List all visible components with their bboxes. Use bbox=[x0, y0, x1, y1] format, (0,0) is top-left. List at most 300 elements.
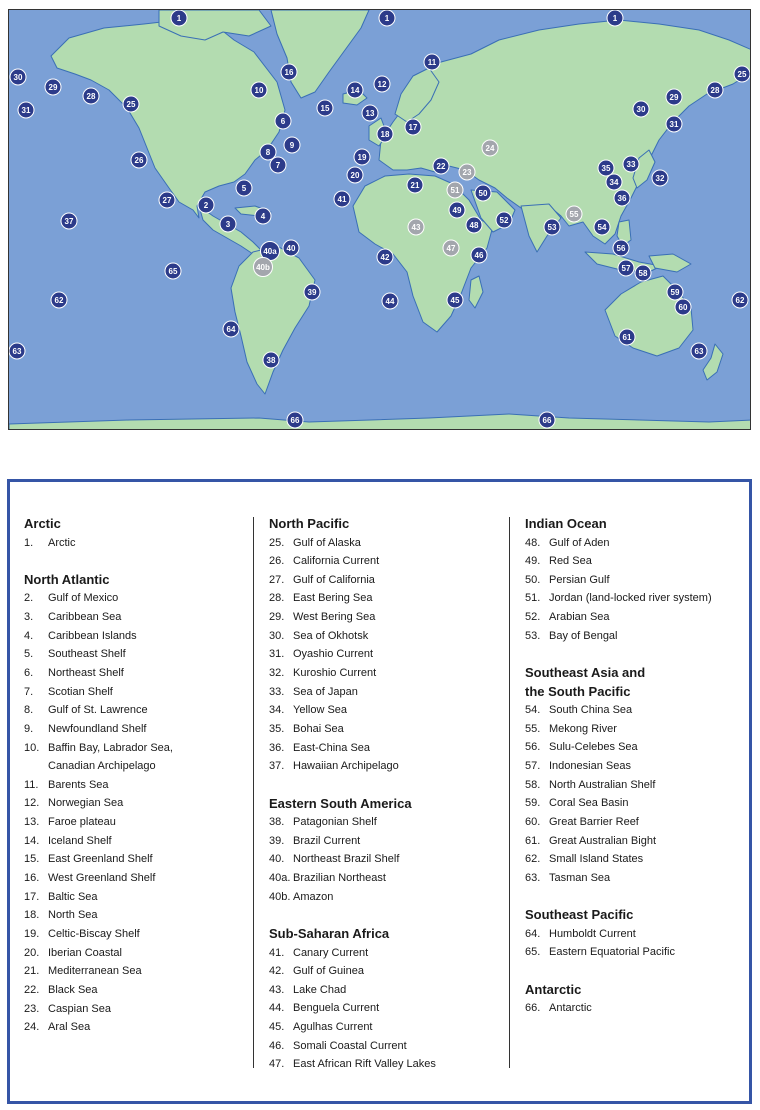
legend-item-number: 42. bbox=[269, 965, 285, 978]
legend-item bbox=[24, 589, 249, 608]
map-marker-label: 12 bbox=[377, 80, 387, 89]
map-marker-label: 26 bbox=[134, 156, 144, 165]
legend-item-number: 31. bbox=[269, 648, 285, 661]
map-marker-label: 43 bbox=[411, 223, 421, 232]
legend-item bbox=[525, 776, 745, 795]
legend-list bbox=[24, 589, 249, 1037]
legend-item bbox=[525, 813, 745, 832]
map-marker[interactable] bbox=[618, 260, 634, 276]
map-marker[interactable] bbox=[433, 158, 449, 174]
map-marker-label: 34 bbox=[609, 178, 619, 187]
legend-item-label: Yellow Sea bbox=[293, 704, 348, 717]
map-marker[interactable] bbox=[666, 116, 682, 132]
map-marker-label: 13 bbox=[365, 109, 375, 118]
legend-item bbox=[269, 627, 507, 646]
map-marker[interactable] bbox=[251, 82, 267, 98]
map-marker[interactable] bbox=[482, 140, 498, 156]
map-marker[interactable] bbox=[374, 76, 390, 92]
legend-item bbox=[269, 1018, 507, 1037]
map-marker[interactable] bbox=[635, 265, 651, 281]
legend-item-label: Mediterranean Sea bbox=[48, 965, 142, 978]
legend-item bbox=[24, 739, 249, 758]
legend-item-number: 47. bbox=[269, 1058, 285, 1071]
legend-item-label: Newfoundland Shelf bbox=[48, 722, 147, 735]
legend-item bbox=[24, 757, 249, 776]
legend-item-label: Norwegian Sea bbox=[48, 797, 124, 810]
legend-item-number: 11. bbox=[24, 778, 39, 791]
legend-item-number: 20. bbox=[24, 946, 40, 959]
legend-item bbox=[24, 701, 249, 720]
legend-item bbox=[525, 701, 745, 720]
map-marker-label: 35 bbox=[601, 164, 611, 173]
legend-item bbox=[24, 981, 249, 1000]
map-marker[interactable] bbox=[607, 10, 623, 26]
legend-item-number: 41. bbox=[269, 946, 285, 959]
map-marker-label: 1 bbox=[176, 14, 182, 23]
legend-item-label: Amazon bbox=[293, 890, 334, 903]
map-marker-label: 5 bbox=[241, 184, 247, 193]
map-marker[interactable] bbox=[666, 89, 682, 105]
legend-item-label: Canary Current bbox=[293, 946, 369, 959]
legend-item-number: 14. bbox=[24, 834, 40, 847]
legend-item bbox=[24, 925, 249, 944]
column-divider bbox=[509, 517, 510, 1068]
map-marker-label: 28 bbox=[710, 86, 720, 95]
legend-item-number: 64. bbox=[525, 927, 541, 940]
map-marker[interactable] bbox=[613, 240, 629, 256]
map-marker[interactable] bbox=[159, 192, 175, 208]
map-marker[interactable] bbox=[61, 213, 77, 229]
legend-item-number: 13. bbox=[24, 816, 40, 829]
map-marker[interactable] bbox=[539, 412, 555, 428]
map-marker-label: 40a bbox=[263, 247, 277, 256]
map-marker-label: 62 bbox=[54, 296, 64, 305]
map-marker[interactable] bbox=[594, 219, 610, 235]
legend-heading-southeast-asia-line2: the South Pacific bbox=[525, 683, 631, 699]
legend-item-label: Kuroshio Current bbox=[293, 667, 377, 680]
legend-item bbox=[269, 944, 507, 963]
legend-item-label: East Bering Sea bbox=[293, 592, 373, 605]
legend-item-label: Gulf of Aden bbox=[549, 536, 610, 549]
legend-item bbox=[24, 888, 249, 907]
map-marker[interactable] bbox=[566, 206, 582, 222]
legend-item bbox=[525, 534, 745, 553]
legend-item-number: 43. bbox=[269, 983, 285, 996]
legend-item-number: 40a. bbox=[269, 872, 291, 885]
map-marker-label: 1 bbox=[384, 14, 390, 23]
map-marker[interactable] bbox=[475, 185, 491, 201]
map-marker[interactable] bbox=[447, 182, 463, 198]
map-marker[interactable] bbox=[270, 157, 286, 173]
map-marker[interactable] bbox=[459, 164, 475, 180]
legend-item-number: 37. bbox=[269, 760, 285, 773]
map-marker[interactable] bbox=[347, 82, 363, 98]
map-marker[interactable] bbox=[377, 126, 393, 142]
legend-item-number: 40b. bbox=[269, 890, 291, 903]
map-marker-label: 33 bbox=[626, 160, 636, 169]
legend-item-label: Benguela Current bbox=[293, 1002, 380, 1015]
legend-item-label: Eastern Equatorial Pacific bbox=[549, 946, 675, 959]
legend-item-label: Sulu-Celebes Sea bbox=[549, 741, 638, 754]
legend-item bbox=[269, 757, 507, 776]
map-marker[interactable] bbox=[254, 258, 273, 277]
legend-item-number: 29. bbox=[269, 611, 285, 624]
legend-item-label: North Sea bbox=[48, 909, 98, 922]
map-marker[interactable] bbox=[123, 96, 139, 112]
map-marker[interactable] bbox=[165, 263, 181, 279]
legend-item-label: East African Rift Valley Lakes bbox=[293, 1058, 436, 1071]
legend-item-number: 38. bbox=[269, 816, 285, 829]
map-marker[interactable] bbox=[275, 113, 291, 129]
map-marker-label: 3 bbox=[225, 220, 231, 229]
legend-list bbox=[525, 701, 745, 888]
map-marker[interactable] bbox=[623, 156, 639, 172]
legend-item-label: Agulhas Current bbox=[293, 1021, 373, 1034]
legend-item-number: 18. bbox=[24, 909, 40, 922]
legend-item bbox=[269, 869, 507, 888]
legend-item-label: Canadian Archipelago bbox=[48, 760, 156, 773]
map-marker-label: 58 bbox=[638, 269, 648, 278]
map-marker[interactable] bbox=[304, 284, 320, 300]
legend-item-number: 59. bbox=[525, 797, 541, 810]
map-marker[interactable] bbox=[334, 191, 350, 207]
map-marker-label: 46 bbox=[474, 251, 484, 260]
map-marker[interactable] bbox=[424, 54, 440, 70]
legend-item-label: Bohai Sea bbox=[293, 723, 344, 736]
map-marker[interactable] bbox=[281, 64, 297, 80]
legend-item-number: 26. bbox=[269, 555, 285, 568]
map-marker[interactable] bbox=[377, 249, 393, 265]
legend-list bbox=[525, 999, 745, 1018]
map-marker-label: 54 bbox=[597, 223, 607, 232]
legend-item-label: Faroe plateau bbox=[48, 816, 116, 829]
legend-item-number: 28. bbox=[269, 592, 285, 605]
legend-item-label: Gulf of Mexico bbox=[48, 592, 119, 605]
map-marker[interactable] bbox=[606, 174, 622, 190]
legend-item-number: 33. bbox=[269, 685, 285, 698]
map-marker-label: 49 bbox=[452, 206, 462, 215]
legend-item-label: Gulf of Alaska bbox=[293, 536, 361, 549]
map-marker[interactable] bbox=[263, 352, 279, 368]
legend-item-label: Brazil Current bbox=[293, 834, 361, 847]
map-marker[interactable] bbox=[667, 284, 683, 300]
map-marker-label: 60 bbox=[678, 303, 688, 312]
legend-item-number: 57. bbox=[525, 760, 541, 772]
legend-item-number: 7. bbox=[24, 685, 34, 698]
legend-item-number: 56. bbox=[525, 741, 541, 754]
legend-heading-antarctic: Antarctic bbox=[525, 981, 582, 997]
legend-item-label: Caribbean Sea bbox=[48, 610, 122, 623]
map-marker[interactable] bbox=[18, 102, 34, 118]
legend-item bbox=[24, 832, 249, 851]
map-marker[interactable] bbox=[10, 69, 26, 85]
legend-item-number: 65. bbox=[525, 946, 541, 959]
legend-item-number: 39. bbox=[269, 834, 285, 847]
map-marker-label: 44 bbox=[385, 297, 395, 306]
legend-item-label: Sea of Japan bbox=[293, 685, 358, 698]
map-marker[interactable] bbox=[255, 208, 271, 224]
map-marker[interactable] bbox=[732, 292, 748, 308]
world-map-svg bbox=[9, 10, 751, 430]
legend-item-label: North Australian Shelf bbox=[549, 778, 656, 791]
map-marker[interactable] bbox=[51, 292, 67, 308]
map-marker-label: 66 bbox=[290, 416, 300, 425]
legend-item bbox=[269, 720, 507, 739]
legend-item-number: 25. bbox=[269, 536, 285, 549]
legend-item bbox=[24, 962, 249, 981]
legend-item-number: 27. bbox=[269, 573, 285, 586]
map-marker[interactable] bbox=[283, 240, 299, 256]
map-marker[interactable] bbox=[471, 247, 487, 263]
map-marker-label: 47 bbox=[446, 244, 456, 253]
legend-item-label: Scotian Shelf bbox=[48, 685, 113, 698]
legend-item bbox=[525, 627, 745, 646]
legend-item bbox=[269, 981, 507, 1000]
map-marker[interactable] bbox=[198, 197, 214, 213]
map-marker-label: 42 bbox=[380, 253, 390, 262]
map-marker[interactable] bbox=[236, 180, 252, 196]
legend-item bbox=[269, 832, 507, 851]
map-marker[interactable] bbox=[691, 343, 707, 359]
map-marker-label: 7 bbox=[275, 161, 281, 170]
map-marker-label: 40 bbox=[286, 244, 296, 253]
legend-item-label: Southeast Shelf bbox=[48, 648, 126, 661]
legend-item bbox=[24, 534, 249, 553]
map-marker[interactable] bbox=[443, 240, 459, 256]
legend-item-number: 51. bbox=[525, 592, 541, 605]
legend-list bbox=[269, 813, 507, 906]
map-marker[interactable] bbox=[633, 101, 649, 117]
legend-item-label: Iceland Shelf bbox=[48, 834, 112, 847]
map-marker[interactable] bbox=[466, 217, 482, 233]
legend-item bbox=[269, 962, 507, 981]
legend-list bbox=[525, 534, 745, 646]
map-marker[interactable] bbox=[496, 212, 512, 228]
legend-item bbox=[525, 943, 745, 962]
legend-item bbox=[269, 850, 507, 869]
legend-item bbox=[269, 645, 507, 664]
map-marker-label: 27 bbox=[162, 196, 172, 205]
legend-item bbox=[24, 627, 249, 646]
map-marker-label: 25 bbox=[126, 100, 136, 109]
map-marker-label: 22 bbox=[436, 162, 446, 171]
legend-item bbox=[525, 869, 745, 888]
legend-item-label: Great Australian Bight bbox=[549, 834, 657, 847]
map-marker[interactable] bbox=[83, 88, 99, 104]
legend-item-label: Barents Sea bbox=[48, 778, 109, 791]
map-marker-label: 4 bbox=[260, 212, 266, 221]
legend-item-label: Celtic-Biscay Shelf bbox=[48, 928, 140, 941]
legend-column-1 bbox=[24, 515, 249, 1037]
map-marker[interactable] bbox=[707, 82, 723, 98]
legend-item bbox=[269, 571, 507, 590]
map-marker-label: 9 bbox=[289, 141, 295, 150]
map-marker-label: 25 bbox=[737, 70, 747, 79]
map-marker[interactable] bbox=[407, 177, 423, 193]
legend-item bbox=[269, 888, 507, 907]
legend-item-number: 19. bbox=[24, 928, 40, 941]
legend-item-label: Arabian Sea bbox=[549, 611, 610, 624]
map-marker[interactable] bbox=[544, 219, 560, 235]
legend-item-label: Small Island States bbox=[549, 853, 644, 866]
map-marker-label: 19 bbox=[357, 153, 367, 162]
map-marker-label: 63 bbox=[12, 347, 22, 356]
map-marker[interactable] bbox=[354, 149, 370, 165]
legend-item bbox=[24, 1000, 249, 1019]
legend-item-label: Lake Chad bbox=[293, 983, 347, 996]
legend-item-number: 60. bbox=[525, 815, 541, 828]
legend-item bbox=[24, 720, 249, 739]
legend-item bbox=[525, 720, 745, 739]
legend-item bbox=[269, 534, 507, 553]
map-marker[interactable] bbox=[317, 100, 333, 116]
map-marker-label: 63 bbox=[694, 347, 704, 356]
legend-item bbox=[525, 925, 745, 944]
map-marker-label: 10 bbox=[254, 86, 264, 95]
map-marker-label: 38 bbox=[266, 356, 276, 365]
map-marker[interactable] bbox=[45, 79, 61, 95]
legend-item-number: 35. bbox=[269, 723, 285, 736]
map-marker-label: 8 bbox=[265, 148, 271, 157]
map-marker[interactable] bbox=[260, 144, 276, 160]
legend-item bbox=[269, 589, 507, 608]
map-marker[interactable] bbox=[220, 216, 236, 232]
legend-item-number: 61. bbox=[525, 834, 541, 847]
map-marker-label: 53 bbox=[547, 223, 557, 232]
legend-item-number: 6. bbox=[24, 666, 34, 679]
map-marker-label: 52 bbox=[499, 216, 509, 225]
legend-item-label: Patagonian Shelf bbox=[293, 816, 377, 829]
map-marker[interactable] bbox=[9, 343, 25, 359]
legend-item bbox=[24, 869, 249, 888]
legend-item-number: 58. bbox=[525, 778, 541, 791]
map-marker[interactable] bbox=[405, 119, 421, 135]
legend-item-number: 12. bbox=[24, 797, 40, 810]
legend-item bbox=[269, 739, 507, 758]
map-marker[interactable] bbox=[223, 321, 239, 337]
legend-item bbox=[269, 701, 507, 720]
legend-heading-indian-ocean: Indian Ocean bbox=[525, 516, 607, 531]
legend-item-label: Red Sea bbox=[549, 555, 592, 568]
column-divider bbox=[253, 517, 254, 1068]
legend-heading-southeast-pacific: Southeast Pacific bbox=[525, 907, 634, 923]
legend-list bbox=[269, 534, 507, 777]
legend bbox=[7, 479, 752, 1104]
map-marker-label: 21 bbox=[410, 181, 420, 190]
map-marker[interactable] bbox=[382, 293, 398, 309]
legend-item bbox=[24, 664, 249, 683]
legend-item-label: Baffin Bay, Labrador Sea, bbox=[48, 741, 173, 754]
map-marker-label: 2 bbox=[203, 201, 209, 210]
map-marker[interactable] bbox=[614, 190, 630, 206]
legend-item bbox=[525, 999, 745, 1018]
legend-item-label: Bay of Bengal bbox=[549, 629, 618, 642]
legend-item bbox=[525, 738, 745, 757]
legend-item-label: East Greenland Shelf bbox=[48, 853, 153, 866]
map-marker-label: 62 bbox=[735, 296, 745, 305]
legend-item-number: 24. bbox=[24, 1021, 40, 1034]
map-marker[interactable] bbox=[449, 202, 465, 218]
legend-item-label: Jordan (land-locked river system) bbox=[549, 592, 712, 605]
legend-item-number: 15. bbox=[24, 853, 40, 866]
legend-item-label: Oyashio Current bbox=[293, 648, 374, 661]
map-marker[interactable] bbox=[652, 170, 668, 186]
legend-column-2 bbox=[269, 515, 507, 1074]
map-marker-label: 59 bbox=[670, 288, 680, 297]
legend-heading-arctic: Arctic bbox=[24, 516, 61, 531]
legend-item bbox=[525, 552, 745, 571]
map-marker-label: 37 bbox=[64, 217, 74, 226]
legend-item-number: 23. bbox=[24, 1002, 40, 1015]
world-map bbox=[8, 9, 751, 430]
legend-item bbox=[24, 794, 249, 813]
legend-item-label: West Greenland Shelf bbox=[48, 872, 156, 885]
legend-item bbox=[24, 645, 249, 664]
map-marker[interactable] bbox=[362, 105, 378, 121]
map-marker[interactable] bbox=[287, 412, 303, 428]
legend-item-label: Sea of Okhotsk bbox=[293, 629, 369, 642]
legend-item-label: Tasman Sea bbox=[549, 871, 611, 884]
map-marker[interactable] bbox=[379, 10, 395, 26]
map-marker-label: 50 bbox=[478, 189, 488, 198]
legend-item-label: Iberian Coastal bbox=[48, 946, 122, 959]
map-marker-label: 29 bbox=[48, 83, 58, 92]
legend-item-label: Coral Sea Basin bbox=[549, 797, 629, 810]
map-marker[interactable] bbox=[675, 299, 691, 315]
map-marker-label: 11 bbox=[427, 58, 437, 67]
map-marker[interactable] bbox=[734, 66, 750, 82]
legend-item-number: 45. bbox=[269, 1021, 285, 1034]
map-marker[interactable] bbox=[619, 329, 635, 345]
map-marker-label: 20 bbox=[350, 171, 360, 180]
legend-item-label: Aral Sea bbox=[48, 1021, 91, 1034]
map-marker[interactable] bbox=[447, 292, 463, 308]
legend-item-label: Arctic bbox=[48, 536, 76, 549]
legend-list bbox=[24, 534, 249, 553]
legend-item bbox=[269, 683, 507, 702]
map-marker-label: 29 bbox=[669, 93, 679, 102]
map-marker-label: 16 bbox=[284, 68, 294, 77]
legend-item-label: Northeast Shelf bbox=[48, 666, 124, 679]
legend-item bbox=[24, 906, 249, 925]
legend-item-label: Caribbean Islands bbox=[48, 629, 137, 642]
map-marker-label: 24 bbox=[485, 144, 495, 153]
legend-item-number: 22. bbox=[24, 984, 40, 997]
legend-heading-sub-saharan-africa: Sub-Saharan Africa bbox=[269, 926, 390, 941]
map-marker-label: 30 bbox=[636, 105, 646, 114]
legend-item-number: 62. bbox=[525, 853, 541, 866]
legend-item-label: Great Barrier Reef bbox=[549, 815, 639, 828]
map-marker-label: 23 bbox=[462, 168, 472, 177]
legend-item bbox=[24, 1018, 249, 1037]
map-marker[interactable] bbox=[598, 160, 614, 176]
map-marker[interactable] bbox=[408, 219, 424, 235]
map-marker[interactable] bbox=[171, 10, 187, 26]
legend-column-3 bbox=[525, 515, 745, 1018]
map-marker[interactable] bbox=[284, 137, 300, 153]
map-marker[interactable] bbox=[347, 167, 363, 183]
map-marker-label: 48 bbox=[469, 221, 479, 230]
legend-item-label: Antarctic bbox=[549, 1002, 592, 1015]
legend-item-number: 54. bbox=[525, 704, 541, 717]
legend-item-label: Mekong River bbox=[549, 722, 617, 735]
map-marker[interactable] bbox=[131, 152, 147, 168]
legend-item-number: 49. bbox=[525, 555, 541, 568]
legend-item-number: 17. bbox=[24, 890, 40, 903]
legend-item-label: West Bering Sea bbox=[293, 611, 376, 624]
legend-item-label: Brazilian Northeast bbox=[293, 872, 386, 885]
legend-item-number: 36. bbox=[269, 741, 285, 754]
